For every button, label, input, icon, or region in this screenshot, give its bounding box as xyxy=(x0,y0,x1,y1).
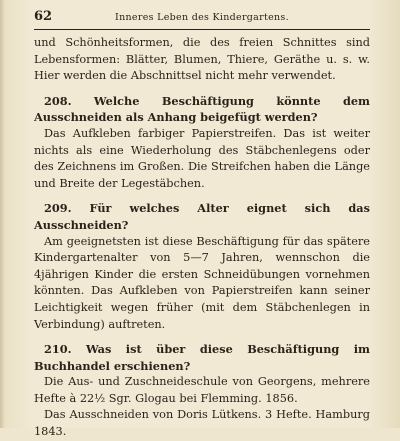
question-heading-209: 209. Für welches Alter eignet sich das Ausschneiden? xyxy=(34,201,370,232)
answer-paragraph-209: Am geeignetsten ist diese Beschäftigung für das spätere Kindergartenalter von 5—7 Jahren, wennschon die 4jährigen Kinder die ersten Schneidübungen vornehmen könnten. Das Aufkleben von Papierstreifen kann seiner Leichtigkeit wegen früher (mit dem Stäbchenlegen in Verbindung) auftreten. xyxy=(34,234,370,331)
answer-paragraph-208: Das Aufkleben farbiger Papierstreifen. Das ist weiter nichts als eine Wiederholung des Stäbchenlegens oder des Zeichnens im Großen. Die Streifchen haben die Länge und Breite der Legestäbchen. xyxy=(34,126,370,190)
continuation-paragraph: und Schönheitsformen, die des freien Schnittes sind Lebensformen: Blätter, Blumen, Thiere, Geräthe u. s. w. Hier werden die Abschnittsel nicht mehr verwendet. xyxy=(34,36,370,83)
page-number: 62 xyxy=(34,9,53,24)
header-rule xyxy=(34,29,370,30)
question-heading-210: 210. Was ist über diese Beschäftigung im Buchhandel erschienen? xyxy=(34,342,370,373)
answer-paragraph-210-b: Das Ausschneiden von Doris Lütkens. 3 Hefte. Hamburg 1843. xyxy=(34,408,370,439)
answer-paragraph-210-a: Die Aus- und Zuschneideschule von Georgens, mehrere Hefte à 22½ Sgr. Glogau bei Flemming. 1856. xyxy=(34,375,370,405)
page-header xyxy=(34,6,370,28)
question-heading-208: 208. Welche Beschäftigung könnte dem Ausschneiden als Anhang beigefügt werden? xyxy=(34,93,370,125)
binding-shadow xyxy=(0,0,5,428)
running-title: Inneres Leben des Kindergartens. xyxy=(115,12,289,23)
